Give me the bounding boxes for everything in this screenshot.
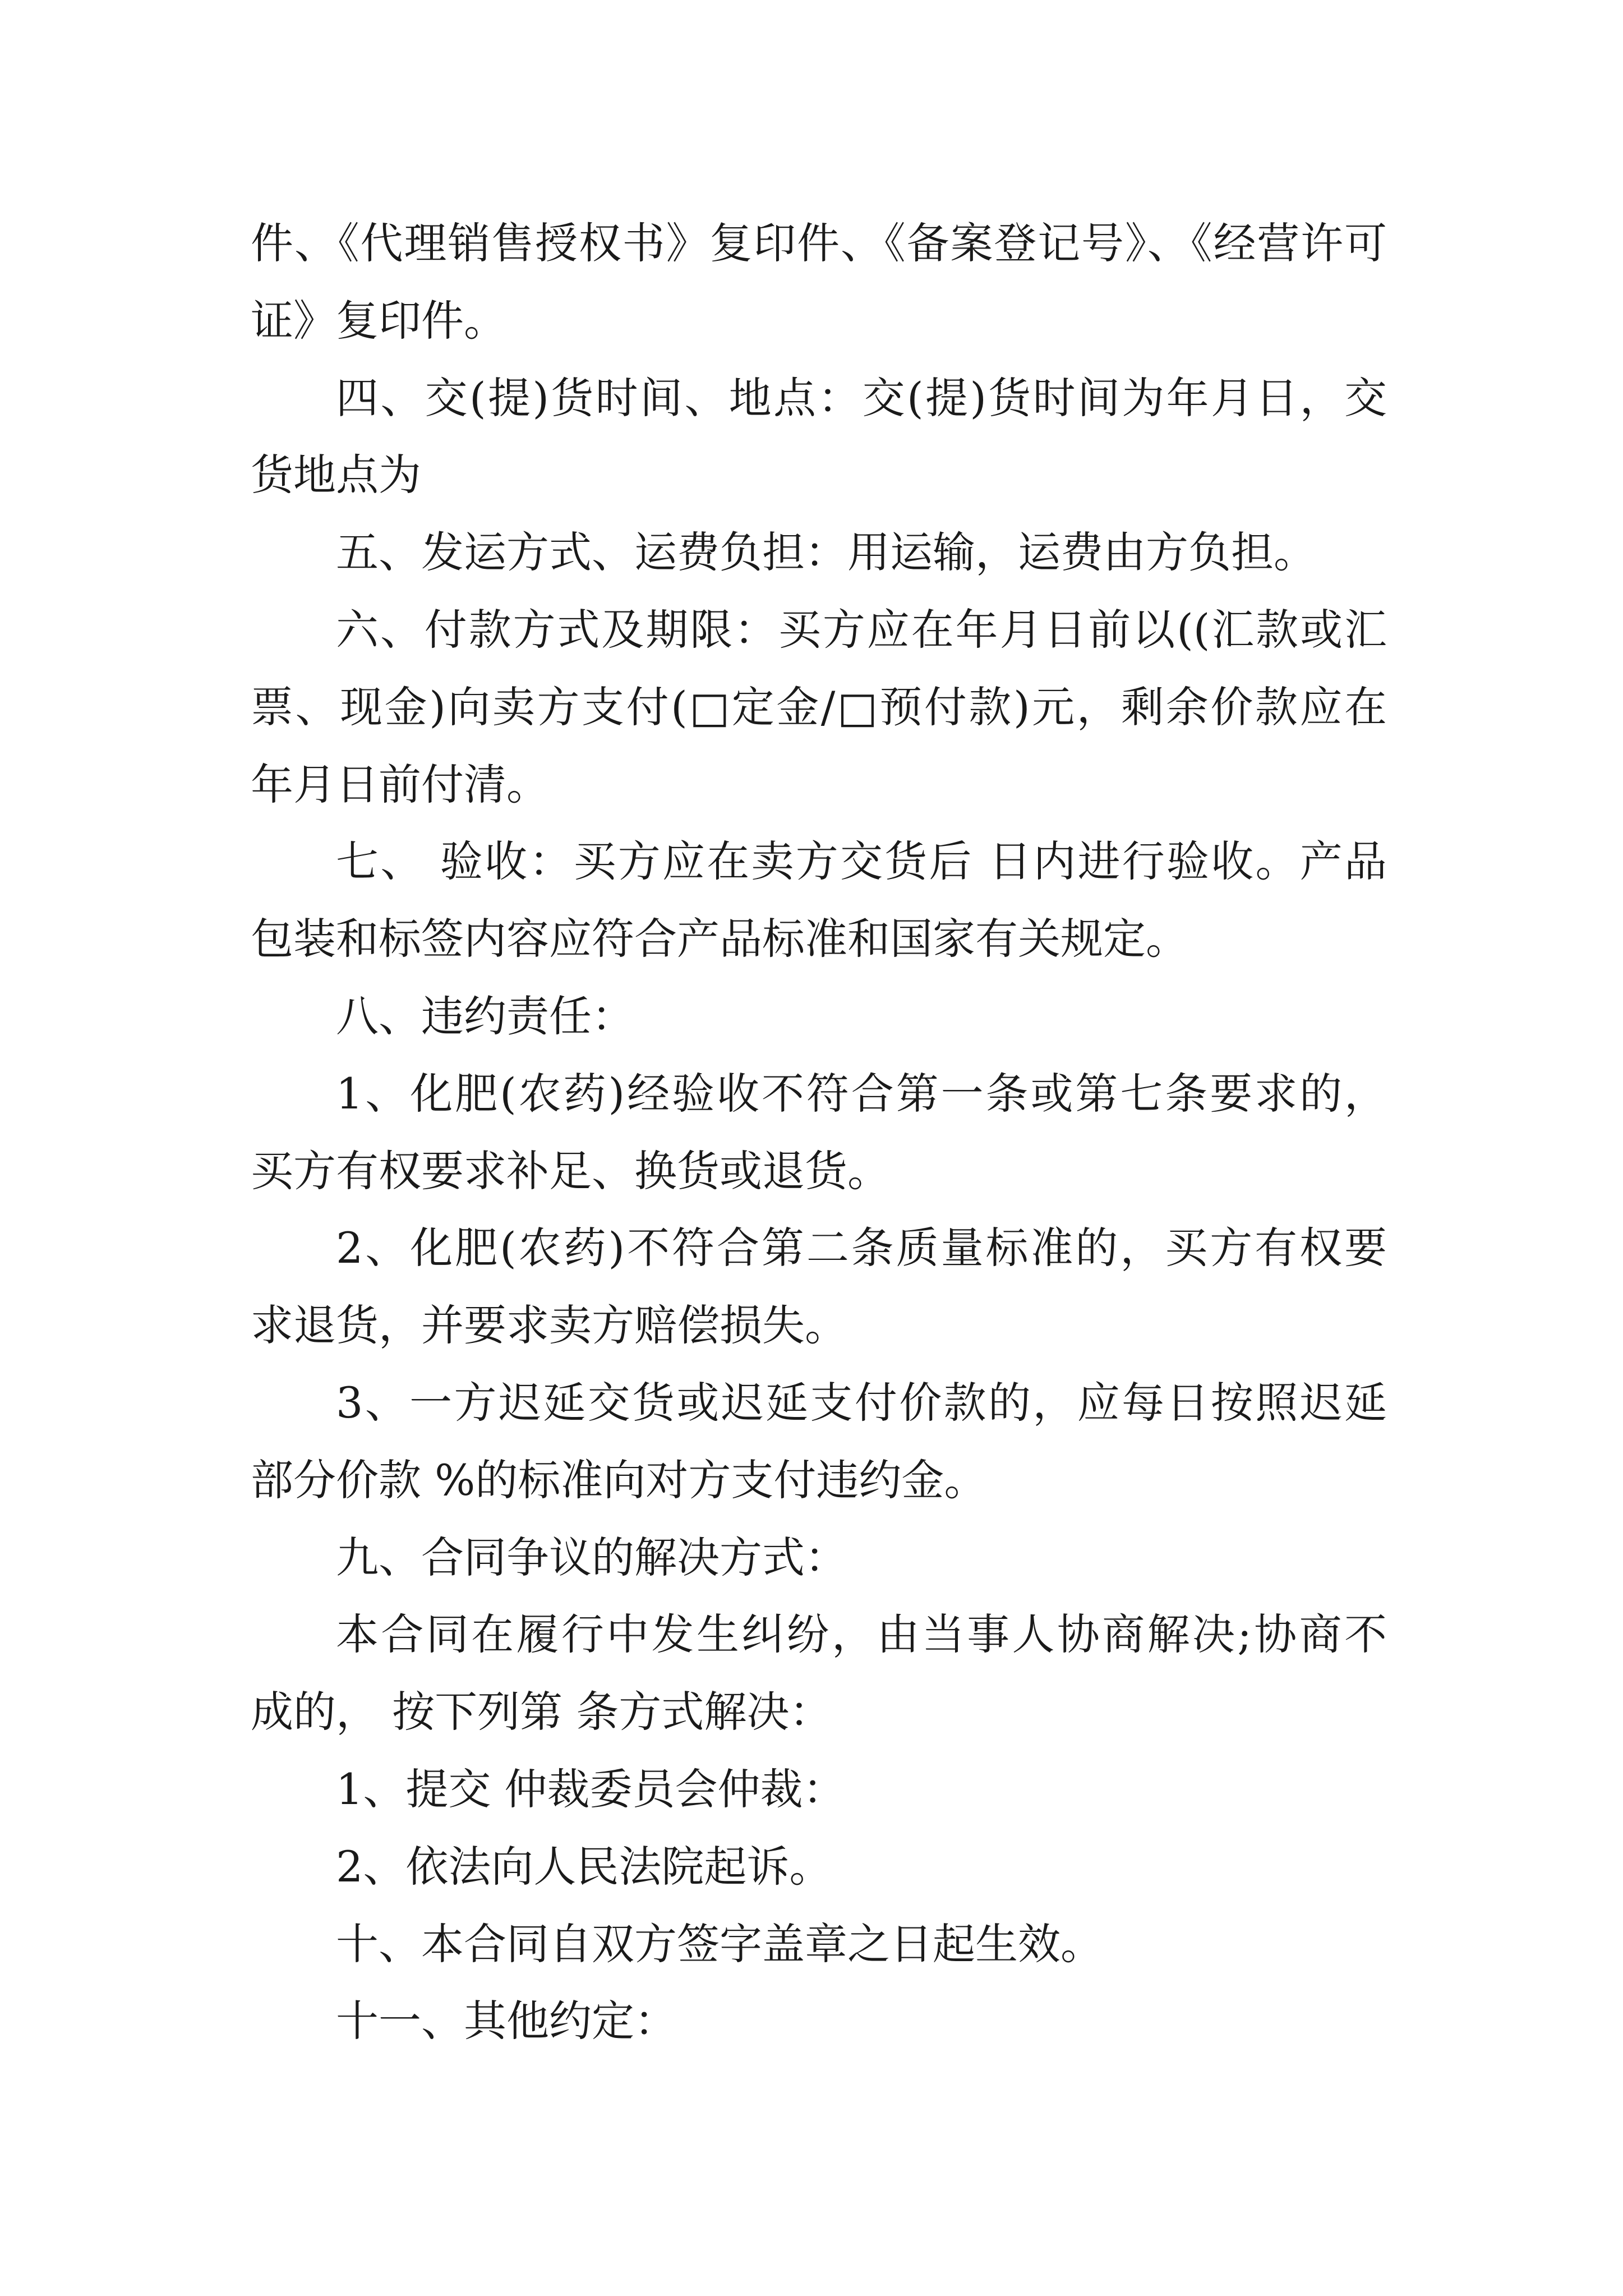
text-line: 1、提交 仲裁委员会仲裁： — [336, 1764, 846, 1814]
text-line: 件、《代理销售授权书》复印件、《备案登记号》、《经营许可 — [251, 218, 1387, 268]
text-line: 十一、其他约定： — [336, 1996, 677, 2046]
text-line: 四、交(提)货时间、地点：交(提)货时间为年月日，交 — [336, 372, 1387, 423]
paragraph-continuation — [251, 205, 1387, 360]
text-line: 部分价款 %的标准向对方支付违约金。 — [251, 1455, 987, 1505]
text-line: 买方有权要求补足、换货或退货。 — [251, 1145, 890, 1196]
clause-11-other-agreements — [251, 1982, 1387, 2060]
text-line: 票、现金)向卖方支付(□定金/□预付款)元，剩余价款应在 — [251, 682, 1387, 732]
text-line: 包装和标签内容应符合产品标准和国家有关规定。 — [251, 914, 1188, 964]
clause-9-heading-dispute-resolution — [251, 1519, 1387, 1596]
text-line: 十、本合同自双方签字盖章之日起生效。 — [336, 1918, 1103, 1969]
dispute-option-2-litigation — [251, 1828, 1387, 1906]
text-line: 1、化肥(农药)经验收不符合第一条或第七条要求的， — [336, 1068, 1387, 1119]
clause-8-heading-breach-liability — [251, 978, 1387, 1055]
text-line: 五、发运方式、运费负担：用运输，运费由方负担。 — [336, 527, 1316, 578]
text-line: 年月日前付清。 — [251, 759, 549, 809]
text-line: 本合同在履行中发生纠纷，由当事人协商解决;协商不 — [336, 1609, 1387, 1660]
text-line: 求退货，并要求卖方赔偿损失。 — [251, 1300, 847, 1351]
text-line: 六、付款方式及期限：买方应在年月日前以((汇款或汇 — [336, 604, 1387, 655]
clause-10-effectiveness — [251, 1906, 1387, 1983]
text-line: 九、合同争议的解决方式： — [336, 1532, 847, 1582]
text-line: 货地点为 — [251, 450, 421, 500]
text-line: 七、 验收：买方应在卖方交货后 日内进行验收。产品 — [336, 836, 1387, 887]
breach-item-1 — [251, 1055, 1387, 1210]
breach-item-3 — [251, 1364, 1387, 1519]
text-line: 成的， 按下列第 条方式解决： — [251, 1687, 832, 1737]
clause-7-acceptance — [251, 823, 1387, 978]
clause-4-delivery-time-place — [251, 360, 1387, 514]
text-line: 八、违约责任： — [336, 991, 634, 1041]
dispute-option-1-arbitration — [251, 1751, 1387, 1828]
text-line: 3、一方迟延交货或迟延支付价款的，应每日按照迟延 — [336, 1377, 1387, 1428]
text-line: 2、化肥(农药)不符合第二条质量标准的，买方有权要 — [336, 1223, 1387, 1273]
breach-item-2 — [251, 1209, 1387, 1364]
text-line: 2、依法向人民法院起诉。 — [336, 1841, 832, 1892]
clause-5-shipping-method — [251, 514, 1387, 591]
clause-6-payment-terms — [251, 591, 1387, 823]
dispute-resolution-body — [251, 1596, 1387, 1751]
text-line: 证》复印件。 — [251, 295, 506, 346]
document-body — [251, 205, 1387, 2060]
